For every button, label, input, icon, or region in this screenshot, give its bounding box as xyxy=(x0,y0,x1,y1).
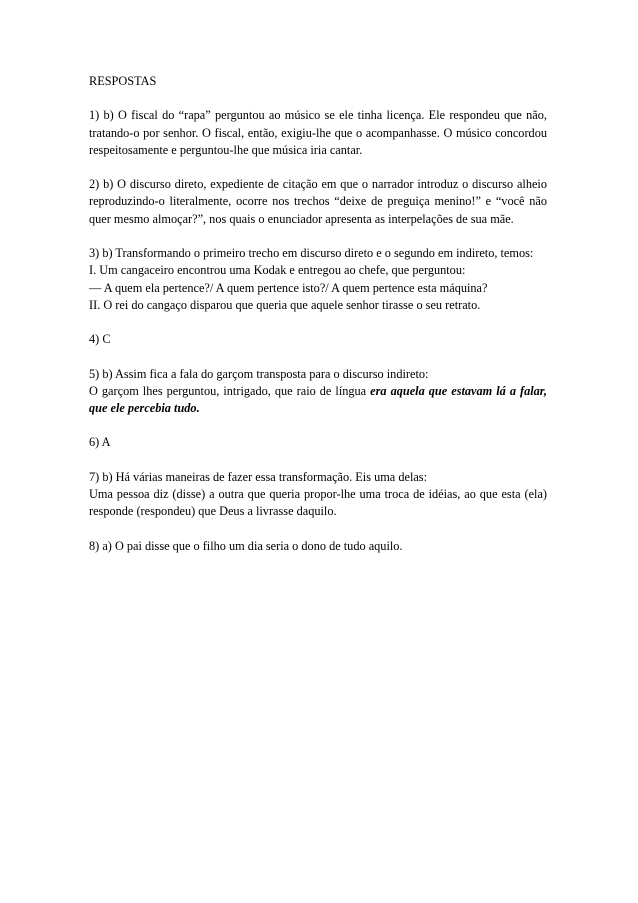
answer-1-text: 1) b) O fiscal do “rapa” perguntou ao músico se ele tinha licença. Ele respondeu que não, tratando-o por senhor. O fiscal, então, exigiu-lhe que o acompanhasse. O músico concordou respeitosamente e perguntou-lhe que música iria cantar. xyxy=(89,108,547,157)
document-body xyxy=(89,73,547,572)
answer-7-text: Uma pessoa diz (disse) a outra que queria propor-lhe uma troca de idéias, ao que esta (ela) responde (respondeu) que Deus a livrasse daquilo. xyxy=(89,487,547,519)
answer-8 xyxy=(89,538,547,555)
answer-5 xyxy=(89,366,547,418)
answer-3-dialogue: — A quem ela pertence?/ A quem pertence isto?/ A quem pertence esta máquina? xyxy=(89,280,488,295)
answer-7-intro: 7) b) Há várias maneiras de fazer essa transformação. Eis uma delas: xyxy=(89,469,428,484)
answer-8-text: 8) a) O pai disse que o filho um dia seria o dono de tudo aquilo. xyxy=(89,538,403,553)
answer-3-item-1: I. Um cangaceiro encontrou uma Kodak e entregou ao chefe, que perguntou: xyxy=(89,263,466,278)
document-title: RESPOSTAS xyxy=(89,74,157,88)
answer-6-text: 6) A xyxy=(89,435,111,450)
answer-5-emphasis: era aquela que estavam lá a falar, que ele percebia tudo. xyxy=(89,383,547,416)
answer-1 xyxy=(89,107,547,159)
answer-3 xyxy=(89,245,547,314)
answer-5-transposed xyxy=(89,383,547,418)
answer-3-item-2: II. O rei do cangaço disparou que queria que aquele senhor tirasse o seu retrato. xyxy=(89,297,481,312)
answer-6 xyxy=(89,434,547,451)
answer-4 xyxy=(89,331,547,348)
answer-7 xyxy=(89,469,547,521)
answer-4-text: 4) C xyxy=(89,332,111,347)
answer-2 xyxy=(89,176,547,228)
answer-5-intro: 5) b) Assim fica a fala do garçom transposta para o discurso indireto: xyxy=(89,366,429,381)
answer-3-intro: 3) b) Transformando o primeiro trecho em discurso direto e o segundo em indireto, temos: xyxy=(89,246,534,261)
answer-5-plain: O garçom lhes perguntou, intrigado, que raio de língua xyxy=(89,383,371,398)
answer-2-text: 2) b) O discurso direto, expediente de citação em que o narrador introduz o discurso alheio reproduzindo-o literalmente, ocorre nos trechos “deixe de preguiça menino!” e “você não quer mesmo almoçar?”, nos quais o enunciador apresenta as interpelações de sua mãe. xyxy=(89,177,547,226)
